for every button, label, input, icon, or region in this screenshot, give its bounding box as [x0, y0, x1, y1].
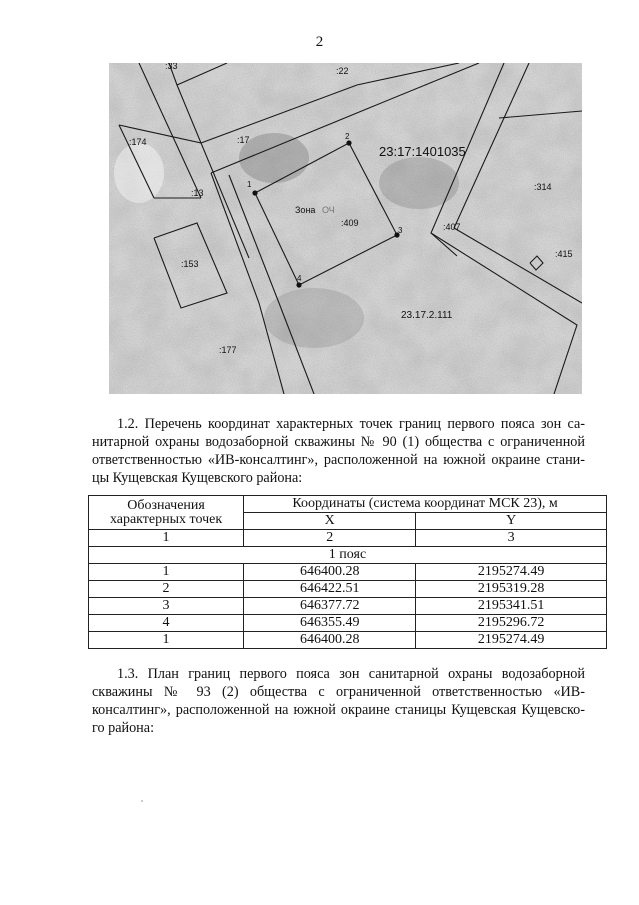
header-designation: Обозначения характерных точек: [89, 496, 244, 530]
header-x: X: [244, 513, 416, 530]
cell-x: 646377.72: [244, 598, 416, 615]
map-label-174: :174: [129, 137, 147, 147]
coordinates-table: [88, 495, 607, 649]
map-label-17: :17: [237, 135, 250, 145]
map-point-1: 1: [247, 180, 252, 189]
table-row: [89, 632, 607, 649]
map-point-2: 2: [345, 132, 350, 141]
page-number: 2: [315, 34, 324, 50]
column-number: 3: [416, 530, 607, 547]
cell-point: 1: [89, 632, 244, 649]
paragraph-1-2: [92, 415, 585, 487]
map-label-zone-code: ОЧ: [322, 205, 335, 215]
cell-point: 4: [89, 615, 244, 632]
paragraph-line: ответственностью «ИВ-консалтинг», расположенной на южной окраине стани-: [92, 452, 585, 468]
paragraph-line: го района:: [92, 720, 155, 736]
cell-x: 646355.49: [244, 615, 416, 632]
paragraph-line: нитарной охраны водозаборной скважины № 90 (1) общества с ограниченной: [92, 434, 585, 450]
map-label-314: :314: [534, 182, 552, 192]
map-point-4: 4: [297, 274, 302, 283]
map-label-zone: Зона: [295, 205, 316, 215]
cell-y: 2195274.49: [416, 632, 607, 649]
column-number: 1: [89, 530, 244, 547]
cell-y: 2195341.51: [416, 598, 607, 615]
section-row: 1 пояс: [89, 547, 607, 564]
cell-y: 2195296.72: [416, 615, 607, 632]
cell-point: 2: [89, 581, 244, 598]
map-point-3: 3: [398, 226, 403, 235]
map-label-415: :415: [555, 249, 573, 259]
paragraph-1-3: [92, 665, 585, 737]
map-label-33: :33: [165, 63, 178, 71]
map-label-153: :153: [181, 259, 199, 269]
paragraph-line: цы Кущевская Кущевского района:: [92, 470, 303, 486]
map-label-407: :407: [443, 222, 461, 232]
cell-y: 2195274.49: [416, 564, 607, 581]
cell-point: 1: [89, 564, 244, 581]
paragraph-line: 1.3. План границ первого пояса зон санитарной охраны водозаборной: [117, 666, 585, 682]
map-label-409: :409: [341, 218, 359, 228]
cell-x: 646422.51: [244, 581, 416, 598]
table-row: [89, 615, 607, 632]
map-drawing: [109, 63, 582, 394]
map-label-177: :177: [219, 345, 237, 355]
table-row: [89, 581, 607, 598]
map-label-cadastre-bottom: 23.17.2.111: [401, 310, 453, 321]
paragraph-line: консалтинг», расположенной на южной окраине станицы Кущевская Кущевско-: [92, 702, 585, 718]
map-label-13: :13: [191, 188, 204, 198]
paragraph-line: скважины № 93 (2) общества с ограниченной ответственностью «ИВ-: [92, 684, 585, 700]
cell-x: 646400.28: [244, 564, 416, 581]
cell-point: 3: [89, 598, 244, 615]
map-label-22: :22: [336, 66, 349, 76]
header-y: Y: [416, 513, 607, 530]
header-coordinates: Координаты (система координат МСК 23), м: [244, 496, 607, 513]
scan-speck: [141, 800, 143, 802]
table-row: [89, 564, 607, 581]
paragraph-line: 1.2. Перечень координат характерных точек границ первого пояса зон са-: [117, 416, 585, 432]
map-label-cadastre-top: 23:17:1401035: [379, 144, 466, 159]
table-row: [89, 598, 607, 615]
cadastral-map: [109, 63, 582, 394]
cell-y: 2195319.28: [416, 581, 607, 598]
column-number: 2: [244, 530, 416, 547]
cell-x: 646400.28: [244, 632, 416, 649]
